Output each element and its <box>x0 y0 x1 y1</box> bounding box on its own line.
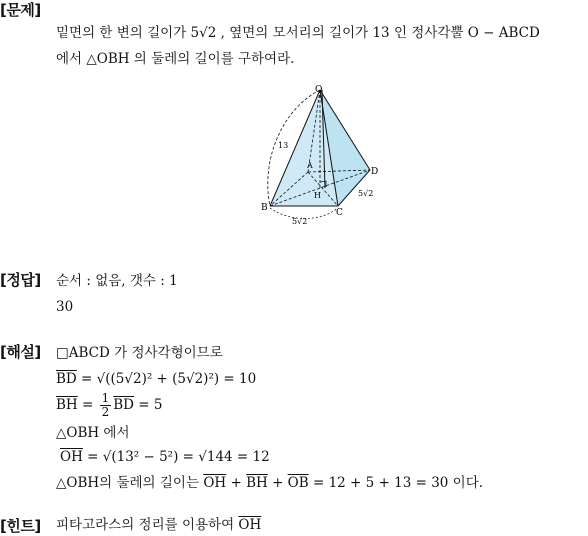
label-base-2: 5√2 <box>358 189 374 198</box>
seg-OB: $\overline{OB}$ <box>287 475 309 491</box>
label-D: D <box>371 167 379 177</box>
solution-line-5 <box>60 448 270 466</box>
answer-label: [정답] <box>0 271 41 289</box>
perimeter-text: △OBH의 둘레의 길이는 <box>56 475 200 491</box>
answer-line-2: 30 <box>56 299 74 315</box>
problem-line-1: 밑면의 한 변의 길이가 5√2 , 옆면의 모서리의 길이가 13 인 정사각뿔 O − ABCD <box>56 25 540 41</box>
solution-line-1: □ABCD 가 정사각형이므로 <box>56 345 223 361</box>
solution-line-2 <box>56 370 256 388</box>
pyramid-figure <box>250 82 390 228</box>
label-base-1: 5√2 <box>292 217 308 226</box>
solution-line-3 <box>56 392 163 419</box>
seg-BH: $\overline{BH}$ <box>56 397 78 413</box>
problem-line-2: 에서 △OBH 의 둘레의 길이를 구하여라. <box>56 51 295 67</box>
label-H: H <box>314 191 321 200</box>
eq-BH-val: = 5 <box>138 397 163 413</box>
hint-seg-OH: $\overline{OH}$ <box>238 517 262 533</box>
perimeter-result: = 12 + 5 + 13 = 30 이다. <box>312 475 484 491</box>
fraction-half <box>100 392 112 419</box>
problem-label: [문제] <box>0 1 41 19</box>
seg-BD: $\overline{BD}$ <box>56 371 77 387</box>
eq-sign: = <box>82 397 94 413</box>
frac-den: 2 <box>101 405 110 419</box>
label-edge-13: 13 <box>278 141 289 150</box>
solution-line-4: △OBH 에서 <box>56 425 130 441</box>
label-C: C <box>336 208 343 218</box>
plus-2: + <box>272 475 284 491</box>
frac-num: 1 <box>101 391 110 405</box>
eq-BD: = √((5√2)² + (5√2)²) = 10 <box>81 371 257 387</box>
solution-label: [해설] <box>0 343 41 361</box>
hint-line <box>56 516 261 534</box>
seg-OH-2: $\overline{OH}$ <box>203 475 227 491</box>
seg-OH: $\overline{OH}$ <box>60 449 83 465</box>
hint-label: [힌트] <box>0 517 41 535</box>
label-O: O <box>315 85 323 95</box>
seg-BD-2: $\overline{BD}$ <box>113 397 134 413</box>
plus-1: + <box>230 475 242 491</box>
solution-line-6 <box>56 474 483 492</box>
eq-OH: = √(13² − 5²) = √144 = 12 <box>87 449 270 465</box>
label-A: A <box>307 161 313 170</box>
seg-BH-2: $\overline{BH}$ <box>246 475 268 491</box>
answer-line-1: 순서 : 없음, 갯수 : 1 <box>56 273 178 289</box>
hint-text: 피타고라스의 정리를 이용하여 <box>56 517 235 533</box>
label-B: B <box>261 203 268 213</box>
